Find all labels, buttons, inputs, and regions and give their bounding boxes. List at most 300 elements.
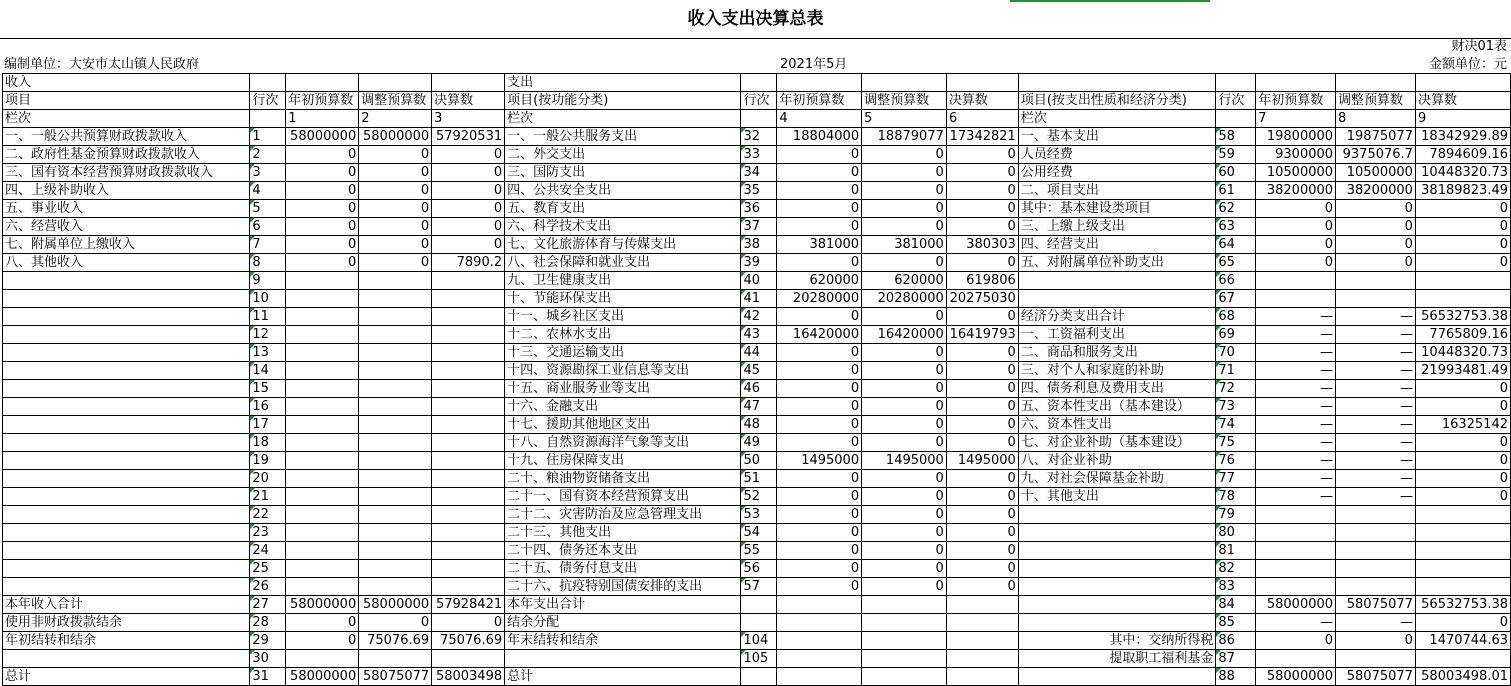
income-row-no-cell[interactable]: 30 xyxy=(250,650,286,668)
income-adjusted-cell[interactable]: 0 xyxy=(359,254,432,272)
income-initial-cell[interactable] xyxy=(286,560,359,578)
func-item-cell[interactable]: 二十一、国有资本经营预算支出 xyxy=(505,488,741,506)
income-row-no-cell[interactable]: 9 xyxy=(250,272,286,290)
income-item-cell[interactable] xyxy=(3,290,250,308)
econ-final-cell[interactable] xyxy=(1415,560,1510,578)
income-adjusted-cell[interactable] xyxy=(359,506,432,524)
income-adjusted-cell[interactable] xyxy=(359,560,432,578)
income-final-cell[interactable]: 57928421 xyxy=(432,596,505,614)
income-final-cell[interactable] xyxy=(432,290,505,308)
func-row-no-cell[interactable] xyxy=(741,668,777,686)
header-row-no[interactable]: 行次 xyxy=(1216,92,1256,110)
econ-row-no-cell[interactable]: 62 xyxy=(1216,200,1256,218)
section-income[interactable]: 收入 xyxy=(3,74,250,92)
income-row-no-cell[interactable]: 20 xyxy=(250,470,286,488)
header-row-no[interactable]: 行次 xyxy=(741,92,777,110)
income-row-no-cell[interactable]: 22 xyxy=(250,506,286,524)
header-item[interactable]: 项目 xyxy=(3,92,250,110)
econ-row-no-cell[interactable]: 70 xyxy=(1216,344,1256,362)
income-item-cell[interactable]: 八、其他收入 xyxy=(3,254,250,272)
func-initial-cell[interactable]: 0 xyxy=(777,434,862,452)
func-row-no-cell[interactable]: 38 xyxy=(741,236,777,254)
func-item-cell[interactable]: 一、一般公共服务支出 xyxy=(505,128,741,146)
econ-row-no-cell[interactable]: 63 xyxy=(1216,218,1256,236)
income-adjusted-cell[interactable] xyxy=(359,470,432,488)
econ-final-cell[interactable]: 0 xyxy=(1415,452,1510,470)
income-row-no-cell[interactable]: 11 xyxy=(250,308,286,326)
econ-item-cell[interactable]: 一、工资福利支出 xyxy=(1018,326,1216,344)
func-adjusted-cell[interactable]: 0 xyxy=(862,254,947,272)
func-adjusted-cell[interactable]: 0 xyxy=(862,380,947,398)
func-row-no-cell[interactable]: 45 xyxy=(741,362,777,380)
econ-initial-cell[interactable]: 0 xyxy=(1256,218,1336,236)
income-item-cell[interactable]: 年初结转和结余 xyxy=(3,632,250,650)
func-final-cell[interactable]: 619806 xyxy=(946,272,1018,290)
income-adjusted-cell[interactable]: 0 xyxy=(359,236,432,254)
func-initial-cell[interactable]: 18804000 xyxy=(777,128,862,146)
income-final-cell[interactable] xyxy=(432,452,505,470)
func-final-cell[interactable]: 0 xyxy=(946,362,1018,380)
income-row-no-cell[interactable]: 25 xyxy=(250,560,286,578)
econ-row-no-cell[interactable]: 88 xyxy=(1216,668,1256,686)
income-final-cell[interactable] xyxy=(432,344,505,362)
income-item-cell[interactable]: 五、事业收入 xyxy=(3,200,250,218)
col-label[interactable]: 栏次 xyxy=(3,110,250,128)
econ-item-cell[interactable]: 经济分类支出合计 xyxy=(1018,308,1216,326)
income-initial-cell[interactable]: 0 xyxy=(286,614,359,632)
income-adjusted-cell[interactable]: 58075077 xyxy=(359,668,432,686)
econ-adjusted-cell[interactable]: 0 xyxy=(1336,236,1416,254)
col-num[interactable]: 3 xyxy=(432,110,505,128)
income-row-no-cell[interactable]: 4 xyxy=(250,182,286,200)
income-final-cell[interactable] xyxy=(432,524,505,542)
econ-item-cell[interactable] xyxy=(1018,506,1216,524)
income-row-no-cell[interactable]: 15 xyxy=(250,380,286,398)
econ-final-cell[interactable]: 0 xyxy=(1415,218,1510,236)
econ-item-cell[interactable]: 三、上缴上级支出 xyxy=(1018,218,1216,236)
func-row-no-cell[interactable]: 43 xyxy=(741,326,777,344)
income-item-cell[interactable] xyxy=(3,326,250,344)
header-adjusted-budget[interactable]: 调整预算数 xyxy=(359,92,432,110)
income-adjusted-cell[interactable] xyxy=(359,452,432,470)
func-final-cell[interactable]: 0 xyxy=(946,308,1018,326)
func-row-no-cell[interactable]: 50 xyxy=(741,452,777,470)
income-adjusted-cell[interactable] xyxy=(359,524,432,542)
econ-adjusted-cell[interactable] xyxy=(1336,578,1416,596)
header-initial-budget[interactable]: 年初预算数 xyxy=(777,92,862,110)
econ-final-cell[interactable] xyxy=(1415,524,1510,542)
econ-initial-cell[interactable] xyxy=(1256,560,1336,578)
income-adjusted-cell[interactable] xyxy=(359,542,432,560)
income-initial-cell[interactable]: 0 xyxy=(286,218,359,236)
income-item-cell[interactable] xyxy=(3,308,250,326)
econ-adjusted-cell[interactable]: 9375076.7 xyxy=(1336,146,1416,164)
econ-row-no-cell[interactable]: 76 xyxy=(1216,452,1256,470)
func-adjusted-cell[interactable]: 0 xyxy=(862,506,947,524)
income-initial-cell[interactable] xyxy=(286,308,359,326)
income-item-cell[interactable] xyxy=(3,506,250,524)
func-adjusted-cell[interactable]: 0 xyxy=(862,344,947,362)
econ-item-cell[interactable]: 二、项目支出 xyxy=(1018,182,1216,200)
func-row-no-cell[interactable]: 51 xyxy=(741,470,777,488)
func-initial-cell[interactable]: 381000 xyxy=(777,236,862,254)
econ-initial-cell[interactable]: — xyxy=(1256,488,1336,506)
econ-final-cell[interactable]: 0 xyxy=(1415,398,1510,416)
func-item-cell[interactable]: 年末结转和结余 xyxy=(505,632,741,650)
econ-row-no-cell[interactable]: 64 xyxy=(1216,236,1256,254)
econ-item-cell[interactable]: 二、商品和服务支出 xyxy=(1018,344,1216,362)
func-adjusted-cell[interactable]: 0 xyxy=(862,578,947,596)
econ-row-no-cell[interactable]: 79 xyxy=(1216,506,1256,524)
func-item-cell[interactable]: 五、教育支出 xyxy=(505,200,741,218)
econ-row-no-cell[interactable]: 75 xyxy=(1216,434,1256,452)
func-item-cell[interactable]: 结余分配 xyxy=(505,614,741,632)
func-final-cell[interactable]: 0 xyxy=(946,434,1018,452)
econ-item-cell[interactable]: 九、对社会保障基金补助 xyxy=(1018,470,1216,488)
func-initial-cell[interactable]: 0 xyxy=(777,380,862,398)
econ-item-cell[interactable] xyxy=(1018,560,1216,578)
econ-item-cell[interactable]: 七、对企业补助（基本建设） xyxy=(1018,434,1216,452)
econ-final-cell[interactable]: 0 xyxy=(1415,254,1510,272)
econ-initial-cell[interactable]: 38200000 xyxy=(1256,182,1336,200)
income-adjusted-cell[interactable] xyxy=(359,272,432,290)
income-adjusted-cell[interactable] xyxy=(359,434,432,452)
econ-final-cell[interactable]: 1470744.63 xyxy=(1415,632,1510,650)
econ-item-cell[interactable] xyxy=(1018,668,1216,686)
func-adjusted-cell[interactable]: 0 xyxy=(862,542,947,560)
income-row-no-cell[interactable]: 2 xyxy=(250,146,286,164)
col-num[interactable]: 4 xyxy=(777,110,862,128)
func-row-no-cell[interactable]: 36 xyxy=(741,200,777,218)
econ-adjusted-cell[interactable]: — xyxy=(1336,614,1416,632)
income-initial-cell[interactable]: 0 xyxy=(286,146,359,164)
func-adjusted-cell[interactable]: 0 xyxy=(862,308,947,326)
econ-initial-cell[interactable] xyxy=(1256,524,1336,542)
income-initial-cell[interactable] xyxy=(286,362,359,380)
income-item-cell[interactable] xyxy=(3,578,250,596)
func-row-no-cell[interactable]: 41 xyxy=(741,290,777,308)
income-initial-cell[interactable] xyxy=(286,272,359,290)
income-initial-cell[interactable]: 0 xyxy=(286,254,359,272)
func-item-cell[interactable]: 十二、农林水支出 xyxy=(505,326,741,344)
func-item-cell[interactable]: 十四、资源勘探工业信息等支出 xyxy=(505,362,741,380)
income-final-cell[interactable]: 58003498 xyxy=(432,668,505,686)
col-num[interactable]: 8 xyxy=(1336,110,1416,128)
econ-final-cell[interactable]: 0 xyxy=(1415,236,1510,254)
func-initial-cell[interactable] xyxy=(777,632,862,650)
func-final-cell[interactable] xyxy=(946,632,1018,650)
income-row-no-cell[interactable]: 5 xyxy=(250,200,286,218)
econ-adjusted-cell[interactable] xyxy=(1336,524,1416,542)
func-initial-cell[interactable]: 0 xyxy=(777,146,862,164)
income-row-no-cell[interactable]: 7 xyxy=(250,236,286,254)
income-row-no-cell[interactable]: 6 xyxy=(250,218,286,236)
income-final-cell[interactable] xyxy=(432,272,505,290)
income-adjusted-cell[interactable] xyxy=(359,362,432,380)
econ-final-cell[interactable]: 56532753.38 xyxy=(1415,308,1510,326)
econ-item-cell[interactable]: 五、资本性支出（基本建设） xyxy=(1018,398,1216,416)
econ-row-no-cell[interactable]: 71 xyxy=(1216,362,1256,380)
func-initial-cell[interactable] xyxy=(777,668,862,686)
econ-initial-cell[interactable]: — xyxy=(1256,362,1336,380)
income-item-cell[interactable]: 三、国有资本经营预算财政拨款收入 xyxy=(3,164,250,182)
income-row-no-cell[interactable]: 18 xyxy=(250,434,286,452)
func-initial-cell[interactable]: 620000 xyxy=(777,272,862,290)
func-adjusted-cell[interactable] xyxy=(862,650,947,668)
income-final-cell[interactable] xyxy=(432,380,505,398)
econ-item-cell[interactable] xyxy=(1018,290,1216,308)
func-adjusted-cell[interactable]: 0 xyxy=(862,362,947,380)
income-initial-cell[interactable]: 0 xyxy=(286,236,359,254)
func-initial-cell[interactable]: 0 xyxy=(777,344,862,362)
func-initial-cell[interactable]: 0 xyxy=(777,254,862,272)
econ-item-cell[interactable]: 五、对附属单位补助支出 xyxy=(1018,254,1216,272)
econ-item-cell[interactable]: 其中：交纳所得税 xyxy=(1018,632,1216,650)
func-item-cell[interactable]: 本年支出合计 xyxy=(505,596,741,614)
func-item-cell[interactable]: 十、节能环保支出 xyxy=(505,290,741,308)
econ-row-no-cell[interactable]: 84 xyxy=(1216,596,1256,614)
econ-initial-cell[interactable]: — xyxy=(1256,308,1336,326)
econ-final-cell[interactable]: 56532753.38 xyxy=(1415,596,1510,614)
econ-adjusted-cell[interactable]: — xyxy=(1336,326,1416,344)
econ-initial-cell[interactable]: 0 xyxy=(1256,236,1336,254)
econ-final-cell[interactable]: 0 xyxy=(1415,470,1510,488)
func-adjusted-cell[interactable]: 0 xyxy=(862,524,947,542)
func-row-no-cell[interactable]: 47 xyxy=(741,398,777,416)
econ-item-cell[interactable] xyxy=(1018,596,1216,614)
income-item-cell[interactable] xyxy=(3,542,250,560)
econ-initial-cell[interactable]: 58000000 xyxy=(1256,596,1336,614)
econ-adjusted-cell[interactable] xyxy=(1336,272,1416,290)
func-final-cell[interactable]: 0 xyxy=(946,560,1018,578)
func-item-cell[interactable]: 十三、交通运输支出 xyxy=(505,344,741,362)
income-initial-cell[interactable] xyxy=(286,398,359,416)
func-row-no-cell[interactable]: 40 xyxy=(741,272,777,290)
econ-item-cell[interactable] xyxy=(1018,524,1216,542)
econ-row-no-cell[interactable]: 69 xyxy=(1216,326,1256,344)
econ-row-no-cell[interactable]: 83 xyxy=(1216,578,1256,596)
econ-row-no-cell[interactable]: 77 xyxy=(1216,470,1256,488)
func-row-no-cell[interactable] xyxy=(741,596,777,614)
income-adjusted-cell[interactable] xyxy=(359,380,432,398)
func-initial-cell[interactable]: 0 xyxy=(777,164,862,182)
func-final-cell[interactable]: 1495000 xyxy=(946,452,1018,470)
func-final-cell[interactable]: 380303 xyxy=(946,236,1018,254)
income-initial-cell[interactable]: 0 xyxy=(286,164,359,182)
func-final-cell[interactable]: 0 xyxy=(946,200,1018,218)
income-row-no-cell[interactable]: 17 xyxy=(250,416,286,434)
econ-row-no-cell[interactable]: 73 xyxy=(1216,398,1256,416)
func-initial-cell[interactable]: 0 xyxy=(777,362,862,380)
func-item-cell[interactable]: 二十四、债务还本支出 xyxy=(505,542,741,560)
income-final-cell[interactable]: 7890.2 xyxy=(432,254,505,272)
func-initial-cell[interactable] xyxy=(777,614,862,632)
econ-row-no-cell[interactable]: 81 xyxy=(1216,542,1256,560)
func-final-cell[interactable]: 16419793 xyxy=(946,326,1018,344)
econ-row-no-cell[interactable]: 85 xyxy=(1216,614,1256,632)
income-initial-cell[interactable] xyxy=(286,434,359,452)
income-item-cell[interactable]: 七、附属单位上缴收入 xyxy=(3,236,250,254)
func-adjusted-cell[interactable]: 620000 xyxy=(862,272,947,290)
header-adjusted-budget[interactable]: 调整预算数 xyxy=(1336,92,1416,110)
func-item-cell[interactable]: 二十五、债务付息支出 xyxy=(505,560,741,578)
func-initial-cell[interactable]: 0 xyxy=(777,524,862,542)
econ-final-cell[interactable] xyxy=(1415,290,1510,308)
econ-initial-cell[interactable] xyxy=(1256,290,1336,308)
func-initial-cell[interactable]: 0 xyxy=(777,488,862,506)
header-row-no[interactable]: 行次 xyxy=(250,92,286,110)
income-row-no-cell[interactable]: 31 xyxy=(250,668,286,686)
func-final-cell[interactable] xyxy=(946,668,1018,686)
func-row-no-cell[interactable]: 48 xyxy=(741,416,777,434)
econ-adjusted-cell[interactable]: — xyxy=(1336,434,1416,452)
econ-adjusted-cell[interactable]: — xyxy=(1336,452,1416,470)
econ-initial-cell[interactable]: 0 xyxy=(1256,200,1336,218)
econ-item-cell[interactable]: 六、资本性支出 xyxy=(1018,416,1216,434)
econ-adjusted-cell[interactable]: — xyxy=(1336,398,1416,416)
econ-initial-cell[interactable]: — xyxy=(1256,380,1336,398)
econ-row-no-cell[interactable]: 72 xyxy=(1216,380,1256,398)
econ-item-cell[interactable]: 四、债务利息及费用支出 xyxy=(1018,380,1216,398)
func-item-cell[interactable]: 二、外交支出 xyxy=(505,146,741,164)
income-initial-cell[interactable] xyxy=(286,344,359,362)
income-initial-cell[interactable] xyxy=(286,326,359,344)
func-final-cell[interactable] xyxy=(946,650,1018,668)
income-item-cell[interactable]: 二、政府性基金预算财政拨款收入 xyxy=(3,146,250,164)
econ-initial-cell[interactable]: — xyxy=(1256,398,1336,416)
func-initial-cell[interactable]: 0 xyxy=(777,542,862,560)
econ-adjusted-cell[interactable] xyxy=(1336,290,1416,308)
section-expense[interactable]: 支出 xyxy=(505,74,741,92)
econ-initial-cell[interactable]: — xyxy=(1256,470,1336,488)
income-adjusted-cell[interactable] xyxy=(359,344,432,362)
func-item-cell[interactable] xyxy=(505,650,741,668)
econ-row-no-cell[interactable]: 58 xyxy=(1216,128,1256,146)
func-item-cell[interactable]: 二十三、其他支出 xyxy=(505,524,741,542)
func-final-cell[interactable]: 20275030 xyxy=(946,290,1018,308)
econ-initial-cell[interactable]: — xyxy=(1256,452,1336,470)
econ-item-cell[interactable] xyxy=(1018,272,1216,290)
income-item-cell[interactable] xyxy=(3,380,250,398)
income-item-cell[interactable] xyxy=(3,362,250,380)
econ-adjusted-cell[interactable]: 0 xyxy=(1336,632,1416,650)
func-final-cell[interactable]: 0 xyxy=(946,416,1018,434)
econ-adjusted-cell[interactable]: — xyxy=(1336,488,1416,506)
income-final-cell[interactable]: 57920531 xyxy=(432,128,505,146)
func-item-cell[interactable]: 四、公共安全支出 xyxy=(505,182,741,200)
func-row-no-cell[interactable]: 32 xyxy=(741,128,777,146)
func-item-cell[interactable]: 十九、住房保障支出 xyxy=(505,452,741,470)
income-row-no-cell[interactable]: 21 xyxy=(250,488,286,506)
income-final-cell[interactable]: 0 xyxy=(432,182,505,200)
econ-adjusted-cell[interactable]: — xyxy=(1336,362,1416,380)
func-initial-cell[interactable]: 0 xyxy=(777,506,862,524)
income-final-cell[interactable]: 0 xyxy=(432,146,505,164)
func-adjusted-cell[interactable]: 1495000 xyxy=(862,452,947,470)
col-num[interactable]: 2 xyxy=(359,110,432,128)
income-row-no-cell[interactable]: 13 xyxy=(250,344,286,362)
econ-final-cell[interactable]: 0 xyxy=(1415,380,1510,398)
income-initial-cell[interactable] xyxy=(286,506,359,524)
econ-final-cell[interactable]: 0 xyxy=(1415,200,1510,218)
econ-initial-cell[interactable]: 58000000 xyxy=(1256,668,1336,686)
econ-item-cell[interactable]: 三、对个人和家庭的补助 xyxy=(1018,362,1216,380)
econ-initial-cell[interactable]: — xyxy=(1256,416,1336,434)
func-initial-cell[interactable]: 0 xyxy=(777,560,862,578)
income-initial-cell[interactable] xyxy=(286,380,359,398)
income-row-no-cell[interactable]: 12 xyxy=(250,326,286,344)
income-adjusted-cell[interactable]: 58000000 xyxy=(359,596,432,614)
func-adjusted-cell[interactable]: 0 xyxy=(862,470,947,488)
econ-row-no-cell[interactable]: 67 xyxy=(1216,290,1256,308)
income-item-cell[interactable] xyxy=(3,272,250,290)
income-initial-cell[interactable]: 58000000 xyxy=(286,668,359,686)
income-initial-cell[interactable] xyxy=(286,650,359,668)
income-item-cell[interactable]: 四、上级补助收入 xyxy=(3,182,250,200)
econ-final-cell[interactable]: 21993481.49 xyxy=(1415,362,1510,380)
func-final-cell[interactable]: 0 xyxy=(946,380,1018,398)
income-final-cell[interactable] xyxy=(432,308,505,326)
econ-row-no-cell[interactable]: 74 xyxy=(1216,416,1256,434)
econ-row-no-cell[interactable]: 78 xyxy=(1216,488,1256,506)
econ-final-cell[interactable]: 10448320.73 xyxy=(1415,344,1510,362)
econ-row-no-cell[interactable]: 87 xyxy=(1216,650,1256,668)
income-initial-cell[interactable]: 0 xyxy=(286,182,359,200)
func-initial-cell[interactable]: 0 xyxy=(777,182,862,200)
func-row-no-cell[interactable]: 49 xyxy=(741,434,777,452)
econ-initial-cell[interactable]: 19800000 xyxy=(1256,128,1336,146)
func-initial-cell[interactable]: 1495000 xyxy=(777,452,862,470)
col-label[interactable]: 栏次 xyxy=(1018,110,1216,128)
income-item-cell[interactable]: 本年收入合计 xyxy=(3,596,250,614)
income-item-cell[interactable] xyxy=(3,398,250,416)
econ-adjusted-cell[interactable] xyxy=(1336,506,1416,524)
func-item-cell[interactable]: 二十二、灾害防治及应急管理支出 xyxy=(505,506,741,524)
econ-item-cell[interactable]: 提取职工福利基金 xyxy=(1018,650,1216,668)
func-final-cell[interactable]: 0 xyxy=(946,470,1018,488)
col-num[interactable]: 6 xyxy=(946,110,1018,128)
econ-adjusted-cell[interactable] xyxy=(1336,560,1416,578)
income-adjusted-cell[interactable] xyxy=(359,650,432,668)
econ-item-cell[interactable] xyxy=(1018,578,1216,596)
econ-adjusted-cell[interactable]: 58075077 xyxy=(1336,596,1416,614)
income-final-cell[interactable] xyxy=(432,434,505,452)
econ-final-cell[interactable] xyxy=(1415,578,1510,596)
econ-item-cell[interactable]: 人员经费 xyxy=(1018,146,1216,164)
income-adjusted-cell[interactable] xyxy=(359,398,432,416)
econ-row-no-cell[interactable]: 82 xyxy=(1216,560,1256,578)
func-adjusted-cell[interactable]: 16420000 xyxy=(862,326,947,344)
income-item-cell[interactable] xyxy=(3,524,250,542)
func-final-cell[interactable]: 0 xyxy=(946,344,1018,362)
func-initial-cell[interactable] xyxy=(777,596,862,614)
econ-initial-cell[interactable]: 10500000 xyxy=(1256,164,1336,182)
func-row-no-cell[interactable]: 44 xyxy=(741,344,777,362)
econ-item-cell[interactable]: 十、其他支出 xyxy=(1018,488,1216,506)
econ-final-cell[interactable] xyxy=(1415,650,1510,668)
econ-row-no-cell[interactable]: 60 xyxy=(1216,164,1256,182)
income-final-cell[interactable] xyxy=(432,650,505,668)
income-item-cell[interactable]: 一、一般公共预算财政拨款收入 xyxy=(3,128,250,146)
income-adjusted-cell[interactable] xyxy=(359,488,432,506)
func-final-cell[interactable]: 0 xyxy=(946,506,1018,524)
econ-initial-cell[interactable]: 0 xyxy=(1256,632,1336,650)
income-final-cell[interactable] xyxy=(432,542,505,560)
func-adjusted-cell[interactable]: 0 xyxy=(862,416,947,434)
econ-item-cell[interactable] xyxy=(1018,614,1216,632)
func-row-no-cell[interactable]: 52 xyxy=(741,488,777,506)
econ-row-no-cell[interactable]: 66 xyxy=(1216,272,1256,290)
